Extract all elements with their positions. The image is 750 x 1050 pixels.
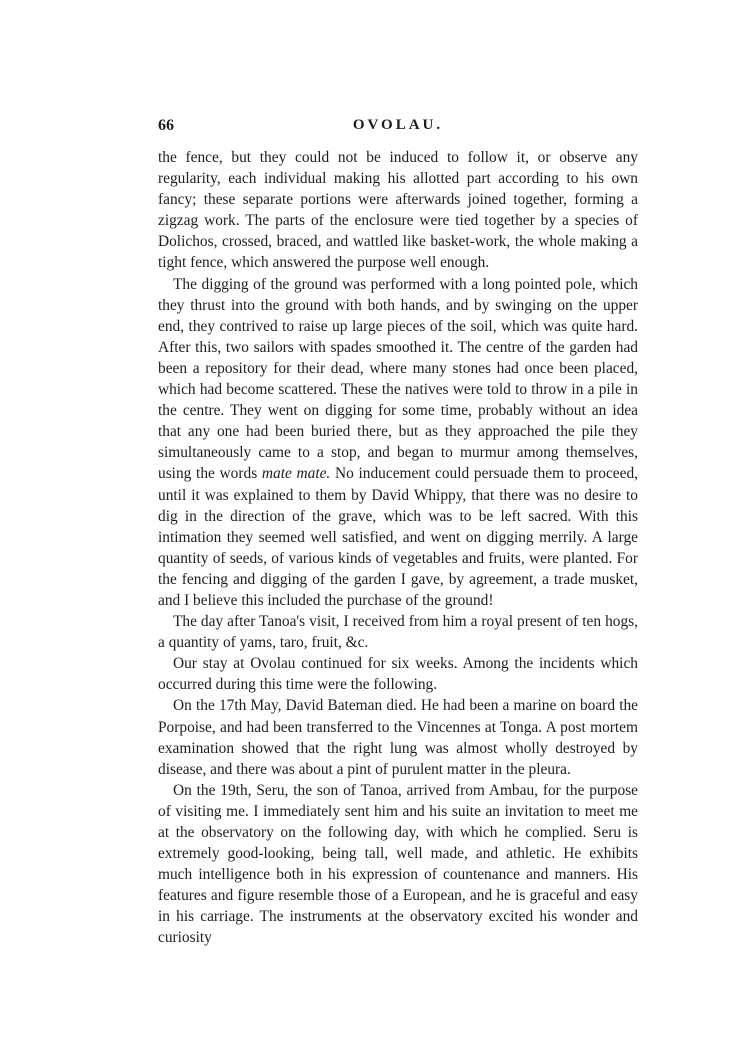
text-segment: the fence, but they could not be induced to follow it, or observe any regularity, each individual making his allotted part according to his own fancy; these separate portions were afterwards joined together, forming a zigzag work. The parts of the enclosure were tied together by a species of Dolichos, crossed, braced, and wattled like basket-work, the whole making a tight fence, which answered the purpose well enough. xyxy=(158,149,638,272)
paragraph xyxy=(158,780,638,949)
running-title: OVOLAU. xyxy=(352,117,444,133)
paragraph xyxy=(158,147,638,274)
text-segment: The digging of the ground was performed with a long pointed pole, which they thrust into the ground with both hands, and by swinging on the upper end, they contrived to raise up large pieces of the soil, which was quite hard. After this, two sailors with spades smoothed it. The centre of the garden had been a repository for their dead, where many stones had once been placed, which had become scattered. These the natives were told to throw in a pile in the centre. They went on digging for some time, probably without an idea that any one had been buried there, but as they approached the pile they simultaneously came to a stop, and began to murmur among themselves, using the words xyxy=(158,275,638,483)
paragraph xyxy=(158,695,638,779)
text-segment: Our stay at Ovolau continued for six weeks. Among the incidents which occurred during this time were the following. xyxy=(158,655,638,694)
paragraph xyxy=(158,274,638,612)
text-segment: On the 17th May, David Bateman died. He had been a marine on board the Porpoise, and had been transferred to the Vincennes at Tonga. A post mortem examination showed that the right lung was almost wholly destroyed by disease, and there was about a pint of purulent matter in the pleura. xyxy=(158,697,638,778)
text-segment: No inducement could persuade them to proceed, until it was explained to them by David Whippy, that there was no desire to dig in the direction of the grave, which was to be left sacred. With this intimation they seemed well satisfied, and went on digging merrily. A large quantity of seeds, of various kinds of vegetables and fruits, were planted. For the fencing and digging of the garden I gave, by agreement, a trade musket, and I believe this included the purchase of the ground! xyxy=(158,465,638,609)
page-number: 66 xyxy=(158,117,174,134)
text-segment: The day after Tanoa's visit, I received from him a royal present of ten hogs, a quantity of yams, taro, fruit, &c. xyxy=(158,613,638,652)
paragraph xyxy=(158,611,638,653)
body-text xyxy=(158,147,638,949)
paragraph xyxy=(158,653,638,695)
text-segment: On the 19th, Seru, the son of Tanoa, arrived from Ambau, for the purpose of visiting me. I immediately sent him and his suite an invitation to meet me at the observatory on the following day, with which he complied. Seru is extremely good-looking, being tall, well made, and athletic. He exhibits much intelligence both in his expression of countenance and manners. His features and figure resemble those of a European, and he is graceful and easy in his carriage. The instruments at the observatory excited his wonder and curiosity xyxy=(158,781,638,947)
italic-phrase: mate mate. xyxy=(261,465,331,483)
running-head xyxy=(158,117,638,139)
